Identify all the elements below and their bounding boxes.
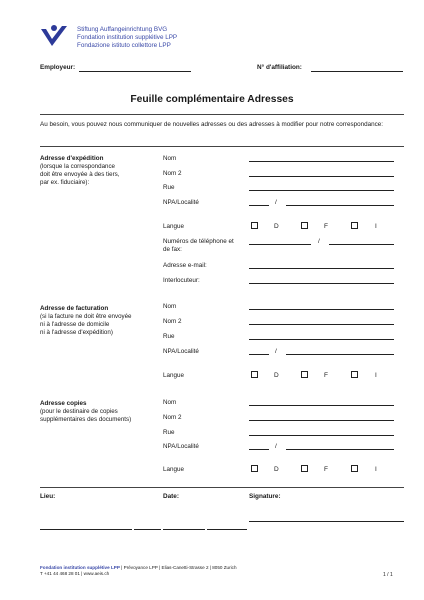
note-line: (si la facture ne doit être envoyée [40,313,132,320]
nom2-label: Nom 2 [163,318,182,325]
localite-field[interactable] [286,205,394,206]
signature-field[interactable] [249,521,404,522]
nom-label: Nom [163,303,177,310]
lieu-label: Lieu: [40,493,56,500]
rue-label: Rue [163,333,175,340]
lieu-field-extension[interactable] [134,529,161,530]
contact-field[interactable] [249,283,394,284]
langue-label: Langue [163,223,185,230]
shipping-address-note [40,163,119,188]
nom2-field[interactable] [249,176,394,177]
note-line: par ex. fiduciaire): [40,179,90,187]
page-title: Feuille complémentaire Adresses [130,94,294,105]
nom-field[interactable] [249,309,394,310]
lieu-field[interactable] [40,529,132,530]
page-footer [40,565,237,578]
footer-org: Fondation institution supplétive LPP [40,565,120,570]
localite-field[interactable] [286,449,394,450]
date-field[interactable] [163,529,205,530]
npa-label: NPA/Localité [163,348,199,355]
language-f-checkbox[interactable] [301,371,308,378]
phone-label-line: de fax: [163,245,182,253]
language-d-label: D [274,372,279,379]
language-i-label: I [375,466,377,473]
language-d-checkbox[interactable] [251,465,258,472]
note-line: ni à l'adresse de domicile [40,321,110,329]
separator-slash: / [275,348,277,355]
nom2-field[interactable] [249,420,394,421]
localite-field[interactable] [286,354,394,355]
rue-label: Rue [163,184,175,191]
footer-contact: T +41 44 468 28 01 | www.aeis.ch [40,571,110,577]
nom-field[interactable] [249,405,394,406]
email-label: Adresse e-mail: [163,262,207,269]
langue-label: Langue [163,372,185,379]
employer-field[interactable] [79,71,191,72]
phone-field[interactable] [249,244,311,245]
divider [40,146,404,147]
language-i-checkbox[interactable] [351,371,358,378]
note-line: doit être envoyée à des tiers, [40,171,120,179]
copies-address-title: Adresse copies [40,400,87,407]
signature-label: Signature: [249,493,281,500]
affiliation-field[interactable] [311,71,403,72]
language-i-checkbox[interactable] [351,222,358,229]
note-line: (lorsque la correspondance [40,163,115,170]
org-name-fr: Fondation institution supplétive LPP [77,34,178,41]
organization-names [77,26,177,50]
rue-field[interactable] [249,190,394,191]
date-label: Date: [163,493,179,500]
npa-field[interactable] [249,205,269,206]
billing-address-note [40,313,132,338]
nom2-label: Nom 2 [163,414,182,421]
language-d-label: D [274,466,279,473]
nom2-field[interactable] [249,324,394,325]
separator-slash: / [275,443,277,450]
nom2-label: Nom 2 [163,170,182,177]
language-f-label: F [324,223,328,230]
page-number: 1 / 1 [383,572,393,578]
separator-slash: / [318,238,320,245]
fax-field[interactable] [329,244,394,245]
foundation-logo-icon [40,24,70,48]
langue-label: Langue [163,466,185,473]
npa-label: NPA/Localité [163,199,199,206]
rue-field[interactable] [249,339,394,340]
note-line: supplémentaires des documents) [40,416,132,424]
rue-field[interactable] [249,435,394,436]
shipping-address-title: Adresse d'expédition [40,155,104,162]
intro-text: Au besoin, vous pouvez nous communiquer de nouvelles adresses ou des adresses à modifier pour notre correspondance: [40,121,384,128]
language-d-label: D [274,223,279,230]
language-i-label: I [375,372,377,379]
note-line: ni à l'adresse d'expédition) [40,329,113,337]
affiliation-label: N° d'affiliation: [257,64,302,71]
org-name-it: Fondazione istituto collettore LPP [77,42,171,49]
note-line: (pour le destinaire de copies [40,408,118,415]
language-f-checkbox[interactable] [301,465,308,472]
nom-field[interactable] [249,161,394,162]
phone-label [163,238,234,253]
language-f-checkbox[interactable] [301,222,308,229]
divider [40,114,404,115]
npa-field[interactable] [249,354,269,355]
contact-label: Interlocuteur: [163,277,200,284]
rue-label: Rue [163,429,175,436]
language-d-checkbox[interactable] [251,371,258,378]
employer-label: Employeur: [40,64,76,71]
billing-address-title: Adresse de facturation [40,305,109,312]
language-d-checkbox[interactable] [251,222,258,229]
separator-slash: / [275,199,277,206]
language-i-label: I [375,223,377,230]
date-field-extension[interactable] [207,529,247,530]
nom-label: Nom [163,155,177,162]
divider [40,487,404,488]
copies-address-note [40,408,131,424]
npa-label: NPA/Localité [163,443,199,450]
footer-address: | Prévoyance LPP | Elias-Canetti-Strasse 2 | 8050 Zurich [119,565,237,570]
email-field[interactable] [249,268,394,269]
nom-label: Nom [163,399,177,406]
npa-field[interactable] [249,449,269,450]
language-f-label: F [324,466,328,473]
language-f-label: F [324,372,328,379]
phone-label-line: Numéros de téléphone et [163,238,234,245]
org-name-de: Stiftung Auffangeinrichtung BVG [77,26,168,33]
language-i-checkbox[interactable] [351,465,358,472]
